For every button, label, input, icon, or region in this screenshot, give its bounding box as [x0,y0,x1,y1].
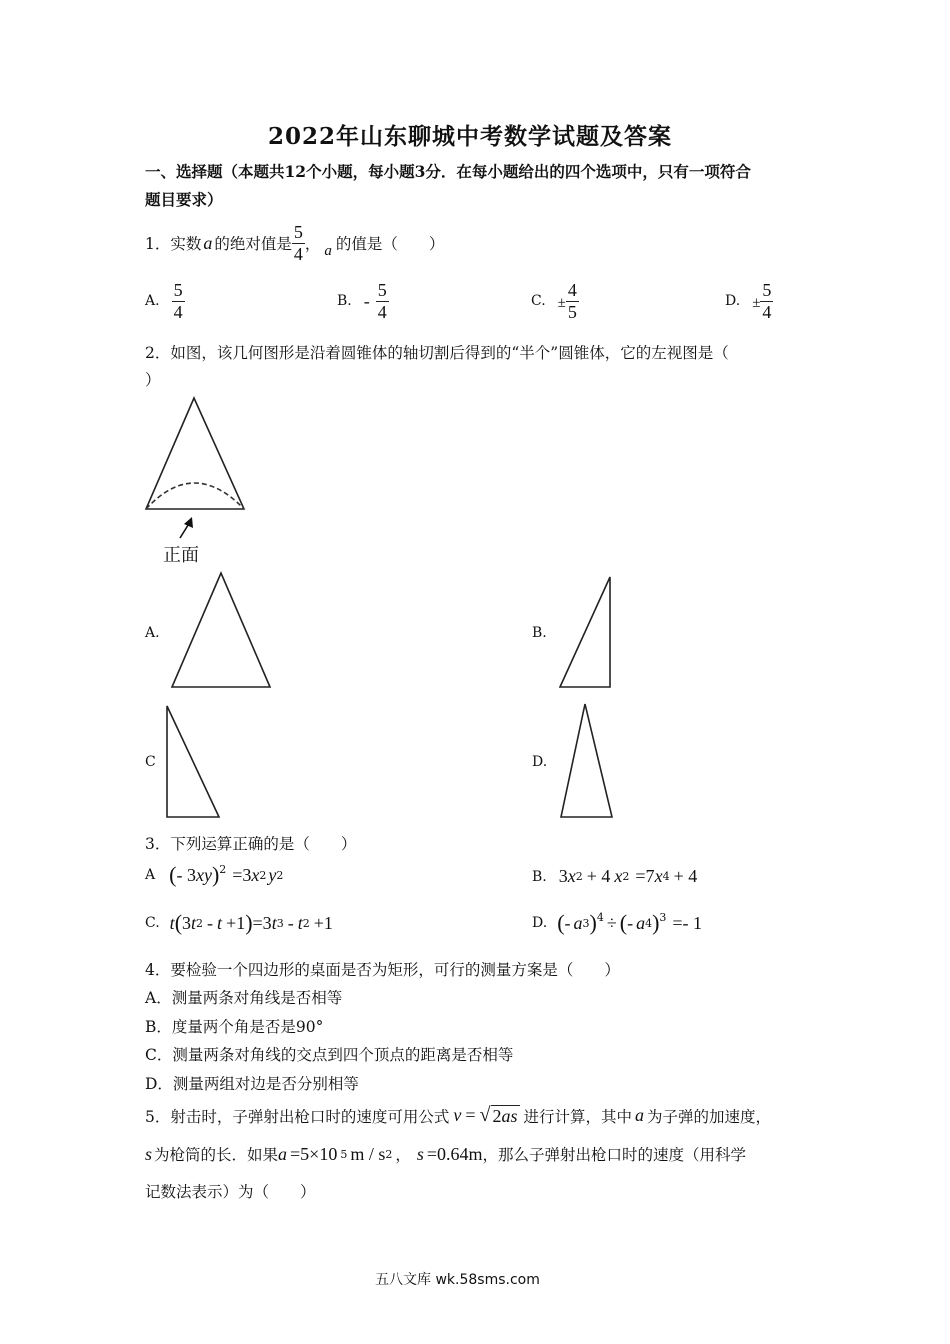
section-heading-line2: 题目要求） [145,190,223,209]
q2-option-c-right-triangle[interactable] [163,703,225,823]
q3-option-d[interactable]: D. ( - a 3 ) $^4$ ÷ ( - a 4 ) $^3$ =- 1 [532,910,703,935]
q4-option-d[interactable]: D．测量两组对边是否分别相等 [145,1075,359,1093]
q1-option-b[interactable]: B. - $\frac{5}{4}$ [337,280,387,322]
q2-option-c-label[interactable]: C [145,754,156,770]
q2-option-b-label[interactable]: B. [532,625,547,641]
q2-option-d-narrow-triangle[interactable] [558,701,618,823]
question-2-stem-line1: 2．如图，该几何图形是沿着圆锥体的轴切割后得到的“半个”圆锥体，它的左视图是（ [145,344,729,362]
q1-option-d[interactable]: D. ± $\frac{5}{4}$ [725,280,772,322]
fraction-5-4: $\frac{5}{4}$ [293,222,303,264]
q2-option-d-label[interactable]: D. [532,754,548,770]
q4-option-b[interactable]: B．度量两个角是否是90° [145,1018,324,1036]
q2-option-a-isosceles-triangle[interactable] [168,570,274,692]
question-5-line3: 记数法表示）为（ ） [145,1183,316,1201]
question-5-line1: 5．射击时，子弹射出枪口时的速度可用公式 v = √ 2as 进行计算，其中 a 为子弹的加速度， [145,1104,772,1126]
q3-option-a[interactable]: A ( - 3 xy ) $^2$ =3 x 2 y 2 [145,862,284,887]
page-title: 2022年山东聊城中考数学试题及答案 [268,123,673,150]
question-5-line2: s 为枪筒的长．如果 a =5×10 5 m / s 2 ， s =0.64m ，那么子弹射出枪口时的速度（用科学 [145,1143,747,1164]
q4-option-a[interactable]: A．测量两条对角线是否相等 [145,989,343,1007]
q3-option-c[interactable]: C. t ( 3 t 2 - t +1 ) =3 t 3 - t 2 +1 [145,910,333,935]
q3-option-b[interactable]: B. 3 x 2 + 4 x 2 =7 x 4 + 4 [532,866,698,886]
section-heading-line1: 一、选择题（本题共12个小题，每小题3分．在每小题给出的四个选项中，只有一项符合 [145,162,751,181]
half-cone-figure [140,395,260,525]
q1-option-a[interactable]: A. $\frac{5}{4}$ [145,280,183,322]
question-1-stem: 1．实数 a 的绝对值是 $\frac{5}{4}$ ， a 的值是（ ） [145,222,445,264]
q2-option-a-label[interactable]: A. [145,625,160,641]
q2-option-b-right-triangle[interactable] [556,574,616,692]
question-4-stem: 4．要检验一个四边形的桌面是否为矩形，可行的测量方案是（ ） [145,961,620,979]
footer-watermark: 五八文库 wk.58sms.com [375,1272,540,1288]
question-2-stem-line2: ） [145,371,161,389]
q4-option-c[interactable]: C．测量两条对角线的交点到四个顶点的距离是否相等 [145,1046,514,1064]
q1-option-c[interactable]: C. ± $\frac{4}{5}$ [531,280,577,322]
front-view-label: 正面 [163,545,199,566]
question-3-stem: 3．下列运算正确的是（ ） [145,835,357,853]
